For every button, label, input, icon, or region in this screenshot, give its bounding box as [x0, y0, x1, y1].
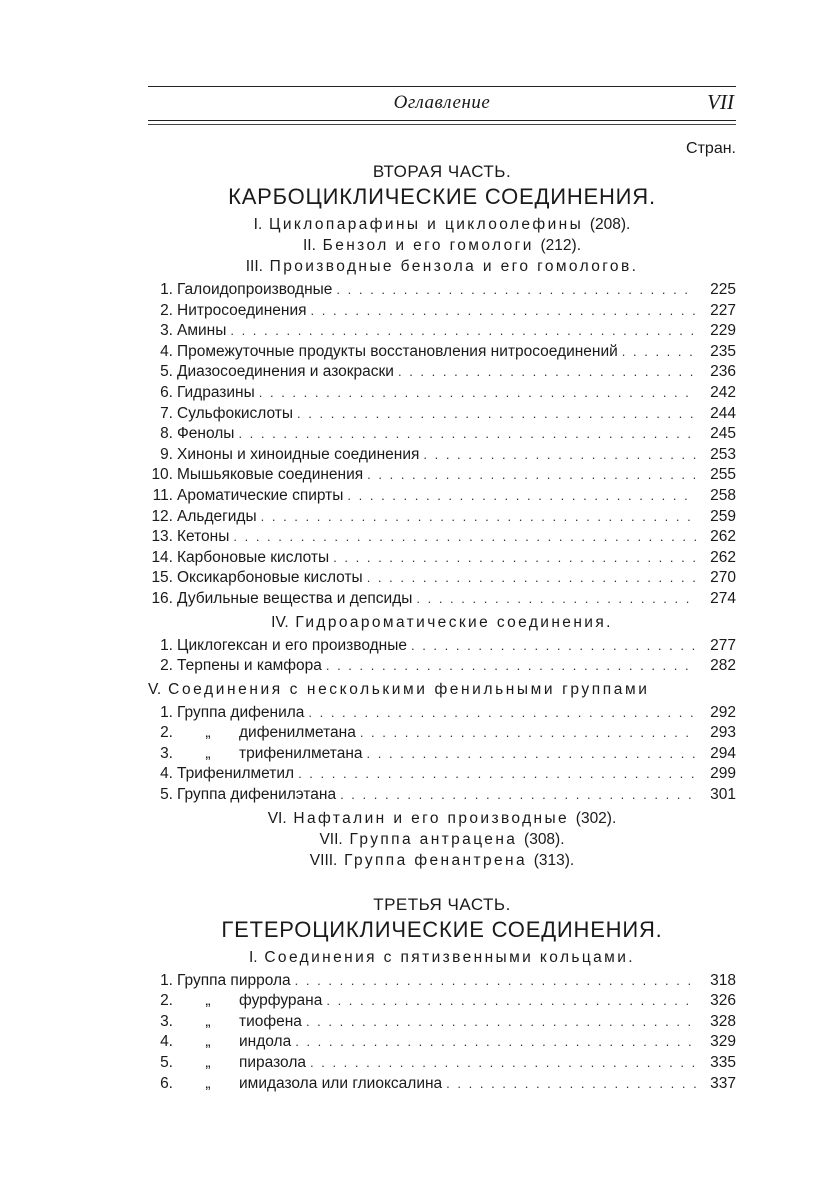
toc-entry — [148, 321, 736, 342]
toc-entry — [148, 1032, 736, 1053]
entry-title: Ароматические спирты — [177, 486, 344, 504]
entry-title: Карбоновые кислоты — [177, 548, 330, 566]
leader-dots — [622, 342, 696, 363]
leader-dots — [238, 424, 696, 445]
entry-number: 2. — [160, 657, 173, 675]
toc-entry — [148, 342, 736, 363]
entry-page: 253 — [710, 445, 736, 463]
ditto-mark: „ — [205, 992, 211, 1010]
entry-title: Группа дифенила — [177, 703, 305, 721]
section-heading — [148, 256, 736, 277]
leader-dots — [310, 1053, 696, 1074]
entry-number: 6. — [160, 1074, 173, 1092]
ditto-mark: „ — [205, 1033, 211, 1051]
entry-page: 244 — [710, 404, 736, 422]
page-header — [148, 86, 736, 126]
section-page: (313). — [533, 851, 575, 869]
entry-title: Оксикарбоновые кислоты — [177, 569, 363, 587]
toc-entry — [148, 636, 736, 657]
leader-dots — [297, 404, 696, 425]
entry-page: 270 — [710, 569, 736, 587]
leader-dots — [333, 548, 696, 569]
entry-title: трифенилметана — [239, 744, 363, 762]
leader-dots — [295, 1032, 696, 1053]
section-title: Соединения с несколькими фенильными группами — [168, 680, 650, 698]
leader-dots — [336, 280, 696, 301]
toc-entry — [148, 445, 736, 466]
running-title: Оглавление — [393, 92, 491, 113]
section-number: III. — [245, 258, 263, 275]
toc-entry — [148, 785, 736, 806]
entry-page: 301 — [710, 786, 736, 804]
section-title: Нафталин и его производные — [293, 809, 570, 827]
toc-entry — [148, 424, 736, 445]
section-page: (302). — [575, 809, 617, 827]
leader-dots — [446, 1074, 696, 1095]
entry-number: 15. — [151, 569, 173, 587]
entry-number: 5. — [160, 786, 173, 804]
entry-page: 337 — [710, 1074, 736, 1092]
entry-number: 8. — [160, 425, 173, 443]
entry-title: Циклогексан и его производные — [177, 636, 407, 654]
entry-title: имидазола или глиоксалина — [239, 1074, 443, 1092]
toc-entry — [148, 486, 736, 507]
leader-dots — [340, 785, 696, 806]
leader-dots — [295, 971, 696, 992]
entry-page: 277 — [710, 636, 736, 654]
entry-title: Дубильные вещества и депсиды — [177, 589, 413, 607]
section-heading — [148, 850, 736, 871]
section-title: Производные бензола и его гомологов. — [269, 258, 639, 275]
section-heading — [148, 947, 736, 968]
entry-number: 4. — [160, 765, 173, 783]
entry-number: 13. — [151, 528, 173, 546]
entry-title: пиразола — [239, 1054, 306, 1072]
leader-dots — [298, 764, 696, 785]
section-title: Бензол и его гомологи — [322, 237, 534, 254]
toc-entry — [148, 568, 736, 589]
leader-dots — [306, 1012, 696, 1033]
entry-title: Группа пиррола — [177, 971, 291, 989]
toc-entry — [148, 362, 736, 383]
entry-number: 14. — [151, 548, 173, 566]
ditto-mark: „ — [205, 744, 211, 762]
section-heading — [148, 214, 736, 235]
entry-title: тиофена — [239, 1012, 302, 1030]
entry-number: 9. — [160, 445, 173, 463]
leader-dots — [326, 656, 696, 677]
entry-number: 4. — [160, 1033, 173, 1051]
entry-page: 292 — [710, 703, 736, 721]
toc-entry — [148, 723, 736, 744]
ditto-mark: „ — [205, 1054, 211, 1072]
section-number: V. — [148, 680, 162, 698]
part2-title: КАРБОЦИКЛИЧЕСКИЕ СОЕДИНЕНИЯ. — [228, 184, 656, 209]
entry-page: 299 — [710, 765, 736, 783]
entry-number: 3. — [160, 322, 173, 340]
entry-title: Кетоны — [177, 528, 230, 546]
entry-page: 328 — [710, 1012, 736, 1030]
entry-title: Нитросоединения — [177, 301, 307, 319]
entry-number: 4. — [160, 342, 173, 360]
toc-entry — [148, 991, 736, 1012]
part3-title: ГЕТЕРОЦИКЛИЧЕСКИЕ СОЕДИНЕНИЯ. — [221, 916, 663, 942]
section-number: VII. — [319, 830, 343, 848]
entry-page: 318 — [710, 971, 736, 989]
page-column-label: Стран. — [686, 140, 736, 157]
entry-number: 5. — [160, 363, 173, 381]
toc-entry — [148, 465, 736, 486]
section-title: Соединения с пятизвенными кольцами. — [264, 948, 635, 966]
toc-entry — [148, 280, 736, 301]
entry-number: 10. — [151, 466, 173, 484]
toc-entry — [148, 507, 736, 528]
entry-title: Хиноны и хиноидные соединения — [177, 445, 420, 463]
entry-page: 262 — [710, 548, 736, 566]
leader-dots — [261, 507, 696, 528]
leader-dots — [398, 362, 696, 383]
entry-list — [148, 971, 736, 1095]
entry-title: Промежуточные продукты восстановления нитросоединений — [177, 342, 618, 360]
toc-entry — [148, 404, 736, 425]
section-heading — [148, 829, 736, 850]
entry-number: 6. — [160, 383, 173, 401]
section-heading — [148, 679, 736, 700]
entry-list — [148, 703, 736, 806]
section-page: (308). — [524, 830, 565, 848]
entry-page: 326 — [710, 992, 736, 1010]
entry-page: 282 — [710, 657, 736, 675]
toc-entry — [148, 589, 736, 610]
toc-entry — [148, 1074, 736, 1095]
leader-dots — [308, 703, 696, 724]
section-heading — [148, 808, 736, 829]
entry-title: Терпены и камфора — [177, 657, 322, 675]
leader-dots — [367, 744, 696, 765]
toc-entry — [148, 527, 736, 548]
header-rule-bottom — [148, 120, 736, 121]
entry-page: 259 — [710, 507, 736, 525]
entry-number: 7. — [160, 404, 173, 422]
toc-entry — [148, 656, 736, 677]
entry-number: 3. — [160, 744, 173, 762]
entry-title: Мышьяковые соединения — [177, 466, 364, 484]
leader-dots — [411, 636, 696, 657]
section-title: Группа фенантрена — [344, 851, 527, 869]
entry-page: 242 — [710, 383, 736, 401]
entry-page: 235 — [710, 342, 736, 360]
leader-dots — [367, 465, 696, 486]
entry-page: 255 — [710, 466, 736, 484]
entry-title: Группа дифенилэтана — [177, 786, 337, 804]
entry-number: 1. — [160, 281, 173, 298]
entry-page: 293 — [710, 724, 736, 742]
section-number: VIII. — [309, 851, 338, 869]
section-heading — [148, 235, 736, 256]
toc-entry — [148, 971, 736, 992]
entry-page: 236 — [710, 363, 736, 381]
entry-number: 11. — [152, 486, 173, 504]
entry-list — [148, 280, 736, 610]
leader-dots — [360, 723, 696, 744]
ditto-mark: „ — [205, 1074, 211, 1092]
entry-page: 225 — [710, 281, 736, 298]
entry-number: 12. — [151, 507, 173, 525]
toc-entry — [148, 703, 736, 724]
entry-title: Альдегиды — [177, 507, 257, 525]
section-number: II. — [302, 237, 316, 254]
entry-number: 3. — [160, 1012, 173, 1030]
entry-page: 262 — [710, 528, 736, 546]
leader-dots — [347, 486, 696, 507]
toc-entry — [148, 1053, 736, 1074]
entry-number: 2. — [160, 301, 173, 319]
entry-title: фурфурана — [239, 992, 323, 1010]
section-title: Гидроароматические соединения. — [295, 613, 613, 631]
entry-title: Диазосоединения и азокраски — [177, 363, 394, 381]
entry-title: Гидразины — [177, 383, 255, 401]
section-number: VI. — [267, 809, 287, 827]
section-title: Группа антрацена — [349, 830, 518, 848]
section-page: (212). — [540, 237, 582, 254]
entry-list — [148, 636, 736, 677]
toc-entry — [148, 548, 736, 569]
entry-title: Амины — [177, 322, 227, 340]
entry-title: Трифенилметил — [177, 765, 295, 783]
toc-entry — [148, 383, 736, 404]
table-of-contents — [148, 140, 736, 1096]
entry-title: Сульфокислоты — [177, 404, 294, 422]
leader-dots — [367, 568, 696, 589]
header-rule-top — [148, 86, 736, 87]
entry-number: 1. — [160, 636, 173, 654]
entry-page: 274 — [710, 589, 736, 607]
entry-page: 229 — [710, 322, 736, 340]
toc-entry — [148, 764, 736, 785]
entry-page: 294 — [710, 744, 736, 762]
entry-number: 2. — [160, 992, 173, 1010]
header-rule-bottom-thin — [148, 124, 736, 125]
toc-entry — [148, 1012, 736, 1033]
entry-number: 2. — [160, 724, 173, 742]
part2-label: ВТОРАЯ ЧАСТЬ. — [372, 162, 512, 181]
section-title: Циклопарафины и циклоолефины — [268, 216, 584, 233]
ditto-mark: „ — [205, 1012, 211, 1030]
entry-page: 245 — [710, 425, 736, 443]
section-number: I. — [249, 948, 258, 966]
entry-number: 5. — [160, 1054, 173, 1072]
leader-dots — [230, 321, 696, 342]
page-folio: VII — [707, 90, 734, 114]
toc-entry — [148, 744, 736, 765]
entry-title: индола — [239, 1033, 292, 1051]
entry-title: Фенолы — [177, 425, 235, 443]
entry-number: 1. — [160, 971, 173, 989]
entry-number: 16. — [151, 589, 173, 607]
toc-entry — [148, 301, 736, 322]
leader-dots — [259, 383, 696, 404]
entry-number: 1. — [160, 703, 173, 721]
leader-dots — [416, 589, 696, 610]
entry-page: 258 — [710, 486, 736, 504]
section-number: I. — [253, 216, 263, 233]
leader-dots — [423, 445, 696, 466]
part3-label: ТРЕТЬЯ ЧАСТЬ. — [373, 894, 511, 914]
leader-dots — [326, 991, 696, 1012]
section-heading — [148, 612, 736, 633]
entry-page: 335 — [710, 1054, 736, 1072]
entry-page: 329 — [710, 1033, 736, 1051]
entry-page: 227 — [710, 301, 736, 319]
section-page: (208). — [589, 216, 631, 233]
entry-title: Галоидопроизводные — [177, 281, 333, 298]
section-number: IV. — [271, 613, 289, 631]
ditto-mark: „ — [205, 724, 211, 742]
leader-dots — [233, 527, 696, 548]
leader-dots — [311, 301, 696, 322]
entry-title: дифенилметана — [239, 724, 356, 742]
